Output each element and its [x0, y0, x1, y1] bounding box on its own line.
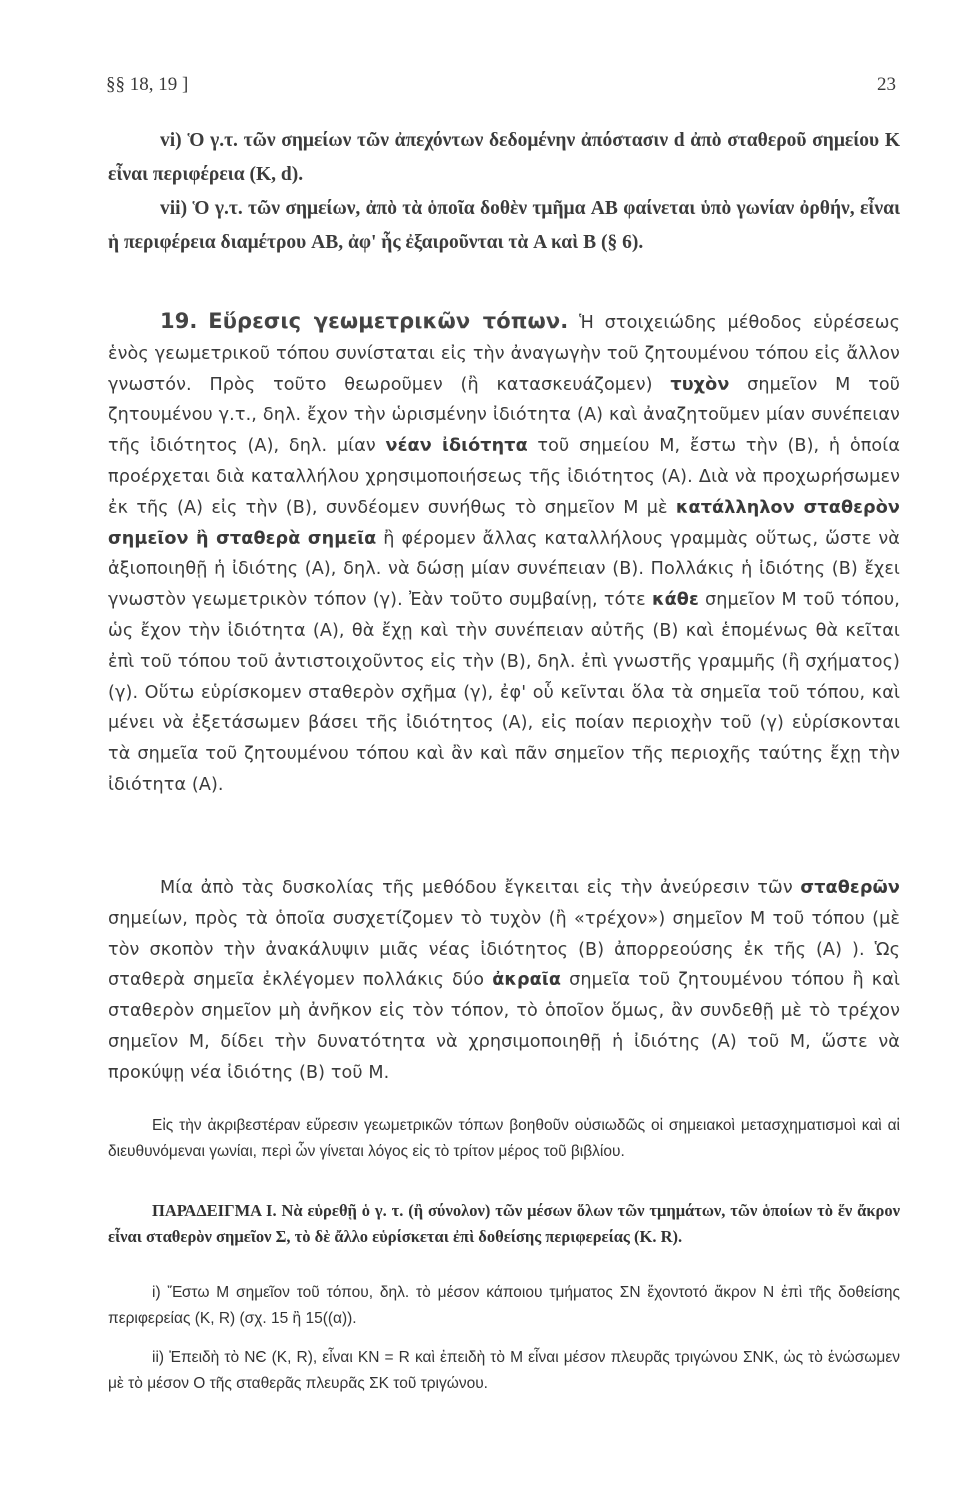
emphasis: ἀκραῖα: [492, 970, 562, 991]
text-run: σημεῖον M τοῦ ζητουμένου γ.τ., δηλ. ἔχον τὴν ὡρισμένην ἰδιότητα (A) καὶ ἀναζητοῦμεν μίαν συνέπειαν τῆς ἰδιότητος (A), δηλ. μίαν: [108, 374, 900, 457]
section-19-paragraph-1: [108, 306, 900, 801]
footnote-paragraph: Εἰς τὴν ἀκριβεστέραν εὕρεσιν γεωμετρικῶν τόπων βοηθοῦν οὐσιωδῶς οἱ σημειακοὶ μετασχηματισμοὶ καὶ αἱ διευθυνόμεναι γωνίαι, περὶ ὧν γίνεται λόγος εἰς τὸ τρίτον μέρος τοῦ βιβλίου.: [108, 1117, 900, 1160]
section-reference: §§ 18, 19 ]: [106, 74, 189, 95]
section-number: 19.: [160, 309, 198, 333]
emphasis: σταθερῶν: [800, 878, 900, 898]
text-run: Ἡ στοιχειώδης μέθοδος εὑρέσεως ἑνὸς γεωμετρικοῦ τόπου συνίσταται εἰς τὴν ἀναγωγὴν τοῦ ζητουμένου τόπου εἰς ἄλλον γνωστόν. Πρὸς τοῦτο θεωροῦμεν (ἢ κατασκευάζομεν): [108, 313, 900, 395]
page-number: 23: [877, 74, 896, 95]
example-step-ii: ii) Ἐπειδὴ τὸ NЄ (K, R), εἶναι KN = R καὶ ἐπειδὴ τὸ M εἶναι μέσον πλευρᾶς τριγώνου ΣNK, ὡς τὸ ἑνώσωμεν μὲ τὸ μέσον O τῆς σταθερᾶς πλευρᾶς ΣK τοῦ τριγώνου.: [108, 1349, 900, 1392]
section-19-paragraph-2: [108, 873, 900, 1089]
emphasis: νέαν ἰδιότητα: [385, 436, 528, 457]
text-run: σημεῖον M τοῦ τόπου, ὡς ἔχον τὴν ἰδιότητα (A), θὰ ἔχῃ καὶ τὴν συνέπειαν αὐτῆς (B) καὶ ἑπομένως θὰ κεῖται ἐπὶ τοῦ τόπου τοῦ ἀντιστοιχοῦντος εἰς τὴν (B), δηλ. ἐπὶ γνωστῆς γραμμῆς (ἢ σχήματος) (γ). Οὕτω εὑρίσκομεν σταθερὸν σχῆμα (γ), ἐφ' οὗ κεῖνται ὅλα τὰ σημεῖα τοῦ τόπου, καὶ μένει νὰ ἐξετάσωμεν βάσει τῆς ἰδιότητος (A), εἰς ποίαν περιοχὴν τοῦ (γ) εὑρίσκονται τὰ σημεῖα τοῦ ζητουμένου τόπου καὶ ἂν καὶ πᾶν σημεῖον τῆς περιοχῆς ταύτης ἔχῃ τὴν ἰδιότητα (A).: [108, 590, 900, 795]
text-run: τοῦ σημείου M, ἔστω τὴν (B), ἡ ὁποία προέρχεται διὰ καταλλήλου χρησιμοποιήσεως τῆς ἰδιότητος (A). Διὰ νὰ προχωρήσωμεν ἐκ τῆς (A) εἰς τὴν (B), συνδέομεν συνήθως τὸ σημεῖον M μὲ: [108, 436, 901, 518]
item-vii: vii) Ὁ γ.τ. τῶν σημείων, ἀπὸ τὰ ὁποῖα δοθὲν τμῆμα AB φαίνεται ὑπὸ γωνίαν ὀρθήν, εἶναι ἡ περιφέρεια διαμέτρου AB, ἀφ' ἧς ἐξαιροῦνται τὰ A καὶ B (§ 6).: [108, 198, 900, 253]
emphasis: κάθε: [651, 590, 699, 611]
text-run: ἢ φέρομεν ἄλλας καταλλήλους γραμμὰς οὕτως, ὥστε νὰ ἀξιοποιηθῇ ἡ ἰδιότης (A), δηλ. νὰ δώσῃ μίαν συνέπειαν (B). Πολλάκις ἡ ἰδιότης (B) ἔχει γνωστὸν γεωμετρικὸν τόπον (γ). Ἐὰν τοῦτο συμβαίνῃ, τότε: [108, 528, 900, 611]
example-heading: ΠΑΡΑΔΕΙΓΜΑ I. Νὰ εὑρεθῇ ὁ γ. τ. (ἢ σύνολον) τῶν μέσων ὅλων τῶν τμημάτων, τῶν ὁποίων τὸ ἕν ἄκρον εἶναι σταθερὸν σημεῖον Σ, τὸ δὲ ἄλλο εὑρίσκεται ἐπὶ δοθείσης περιφερείας (K. R).: [108, 1201, 900, 1246]
section-title: Εὕρεσις γεωμετρικῶν τόπων.: [208, 309, 569, 333]
example-step-i: i) Ἔστω M σημεῖον τοῦ τόπου, δηλ. τὸ μέσον κάποιου τμήματος ΣN ἔχοντοτό ἄκρον N ἐπὶ τῆς δοθείσης περιφερείας (K, R) (σχ. 15 ἢ 15((α)).: [108, 1284, 900, 1327]
emphasis: τυχὸν: [670, 374, 730, 395]
item-vi: vi) Ὁ γ.τ. τῶν σημείων τῶν ἀπεχόντων δεδομένην ἀπόστασιν d ἀπὸ σταθεροῦ σημείου K εἶναι περιφέρεια (K, d).: [108, 130, 900, 185]
emphasis: κατάλληλον σταθερὸν σημεῖον ἢ σταθερὰ σημεῖα: [108, 497, 900, 549]
text-run: σημείων, πρὸς τὰ ὁποῖα συσχετίζομεν τὸ τυχὸν (ἢ «τρέχον») σημεῖον M τοῦ τόπου (μὲ τὸν σκοπὸν τὴν ἀνακάλυψιν μιᾶς νέας ἰδιότητος (B) ἀπορρεούσης ἐκ τῆς (A) ). Ὡς σταθερὰ σημεῖα ἐκλέγομεν πολλάκις δύο: [108, 908, 900, 991]
text-run: σημεῖα τοῦ ζητουμένου τόπου ἢ καὶ σταθερὸν σημεῖον μὴ ἀνῆκον εἰς τὸν τόπον, τὸ ὁποῖον ὅμως, ἂν συνδεθῇ μὲ τὸ τρέχον σημεῖον M, δίδει τὴν δυνατότητα νὰ χρησιμοποιηθῇ ἡ ἰδιότης (A) τοῦ M, ὥστε νὰ προκύψῃ νέα ἰδιότης (B) τοῦ M.: [108, 970, 900, 1083]
text-run: Μία ἀπὸ τὰς δυσκολίας τῆς μεθόδου ἔγκειται εἰς τὴν ἀνεύρεσιν τῶν: [160, 878, 801, 898]
running-header: [106, 74, 896, 100]
